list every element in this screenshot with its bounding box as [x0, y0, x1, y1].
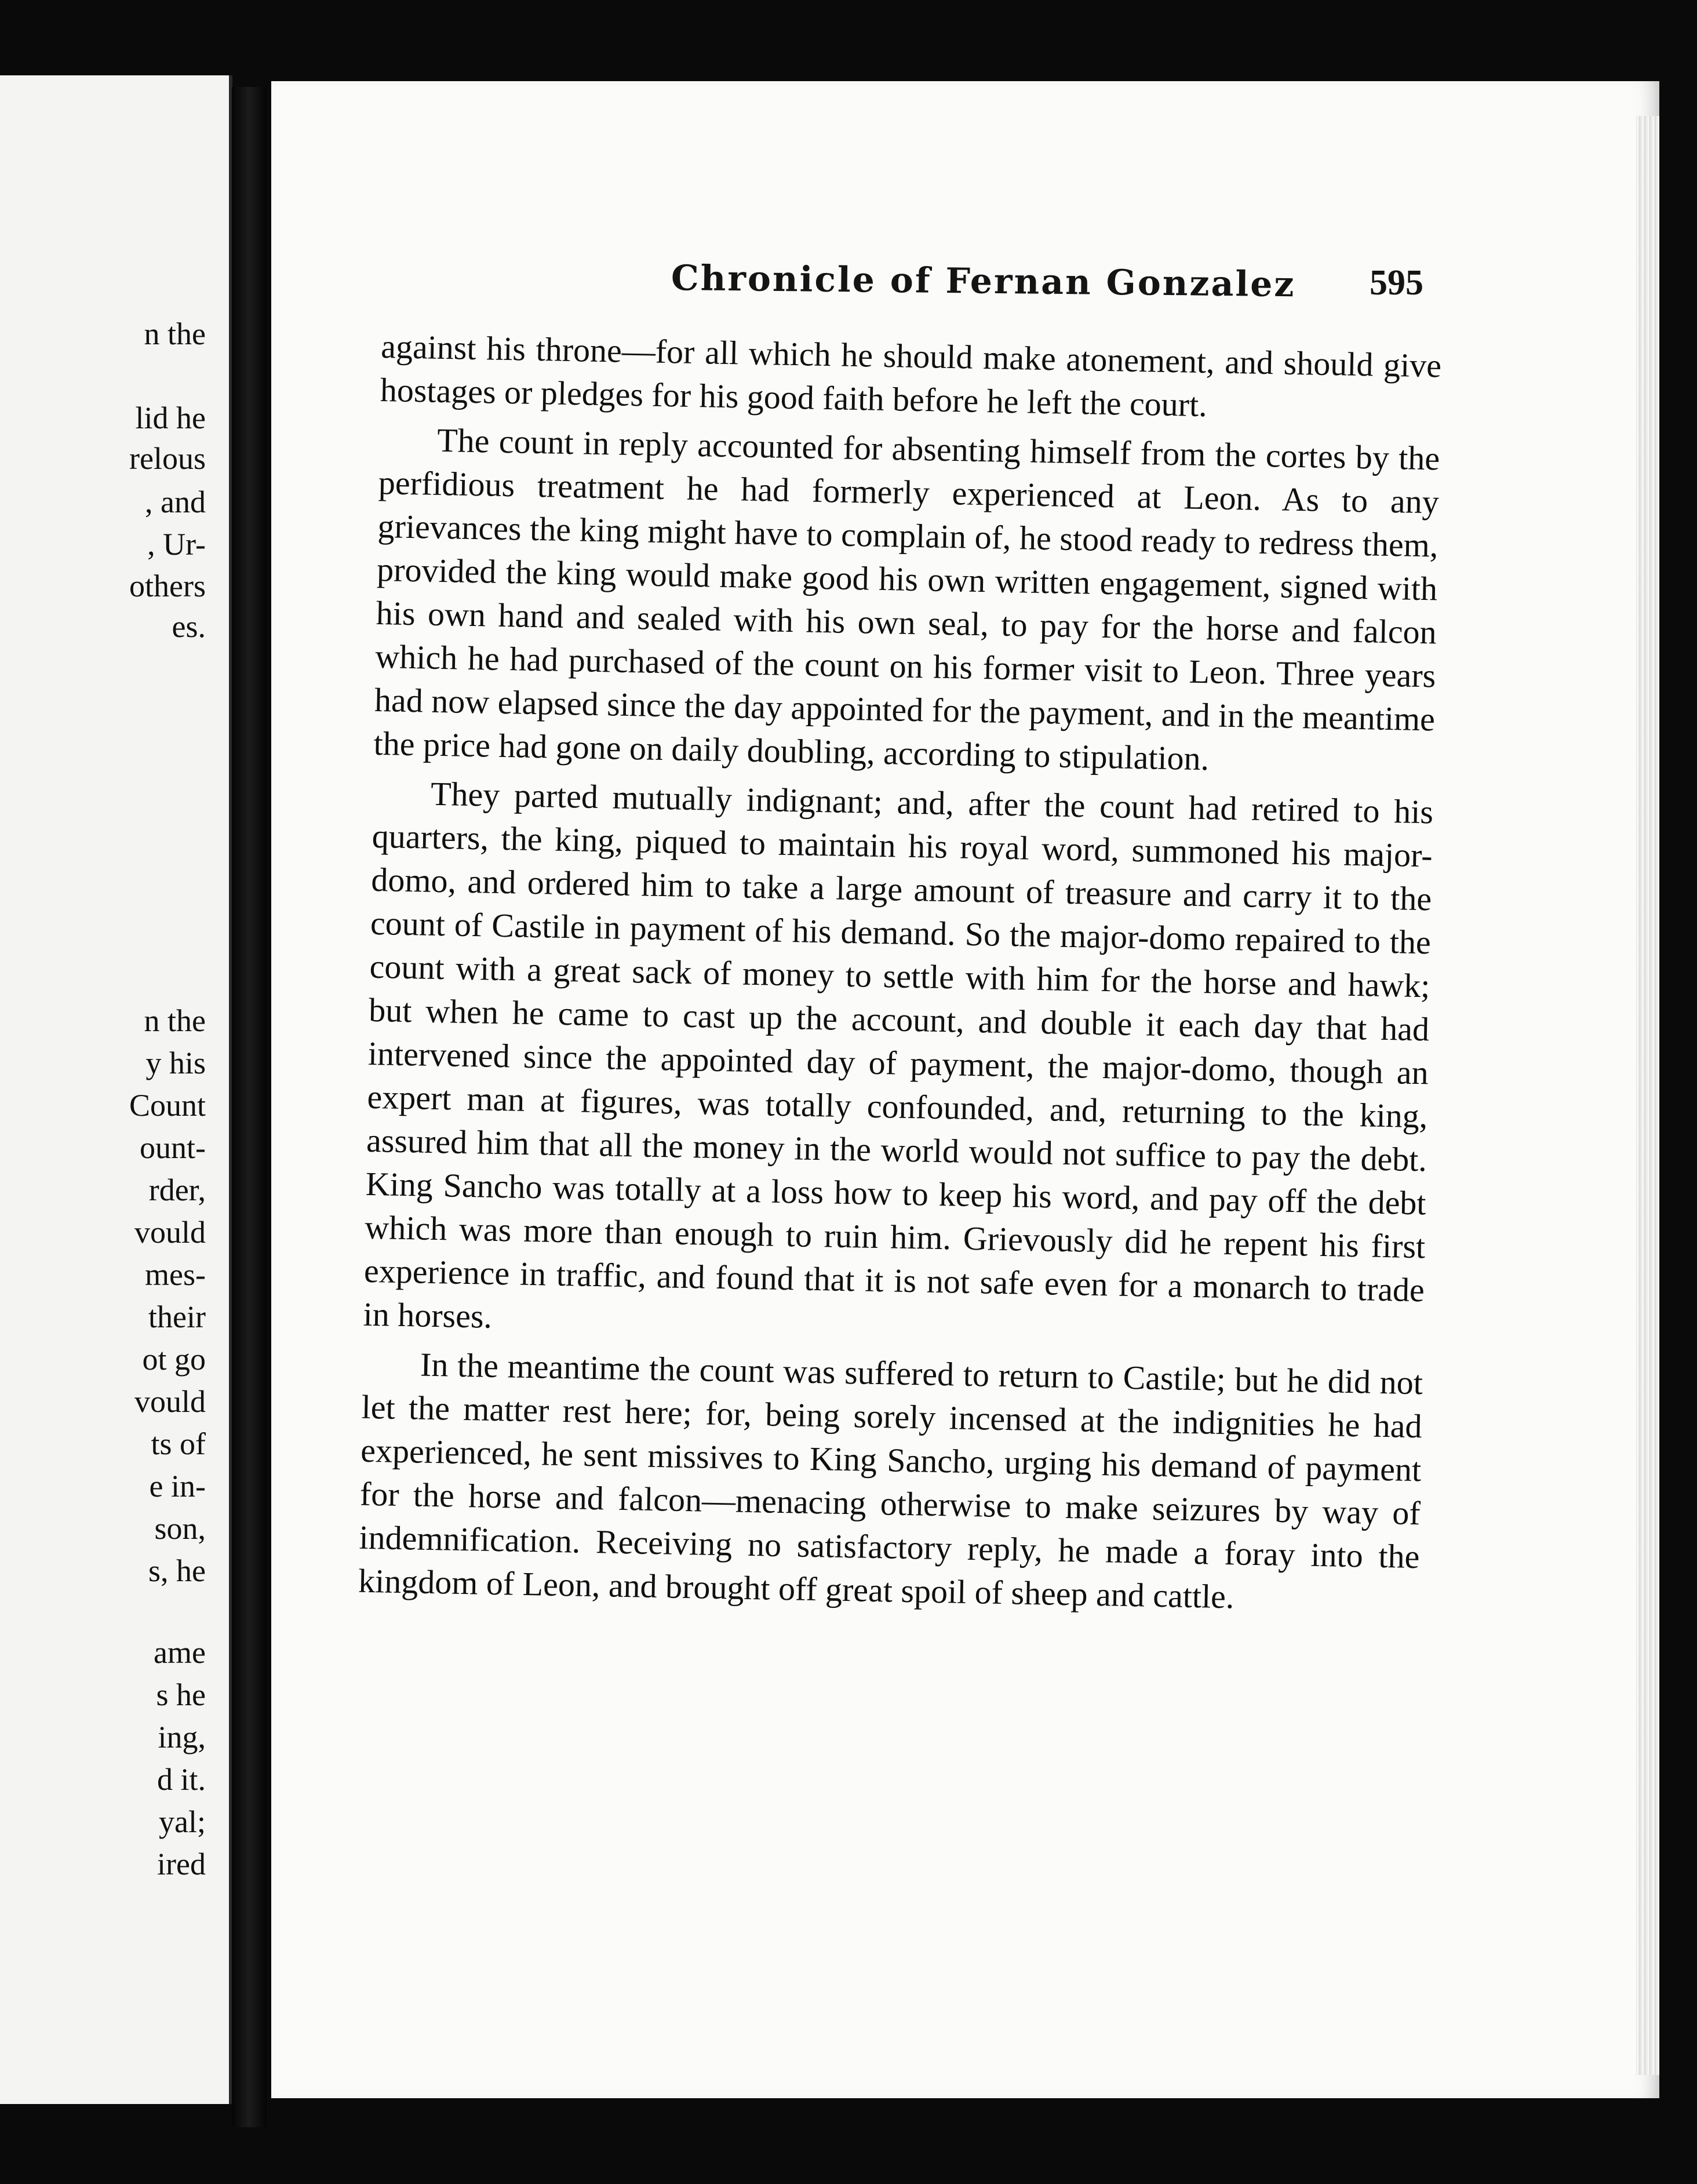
left-line: ts of [151, 1426, 206, 1461]
left-line: s he [156, 1677, 206, 1712]
paragraph: against his throne—for all which he should make atonement, and should give hostages or pledges for his good faith before he left the court. [380, 327, 1442, 424]
left-line: mes- [145, 1257, 206, 1292]
page-number: 595 [1370, 263, 1423, 303]
paragraph: They parted mutually indignant; and, after the count had retired to his quarters, the king, piqued to maintain his royal word, summoned his major-domo, and ordered him to take a large amount of treasure and carry it to the count of Castile in payment of his demand. So the major-domo repaired to the count with a great sack of money to settle with him for the horse and hawk; but when he came to cast up the account, and double it each day that had intervened since the appointed day of payment, the major-domo, though an expert man at figures, was totally confounded, and, returning to the king, assured him that all the money in the world would not suffice to pay the debt. King Sancho was totally at a loss how to keep his word, and pay off the debt which was more than enough to ruin him. Grievously did he repent his first experience in traffic, and found that it is not safe even for a monarch to trade in horses. [363, 774, 1434, 1335]
left-line: ing, [158, 1720, 206, 1755]
left-line: e in- [149, 1469, 206, 1504]
left-line: rder, [148, 1173, 206, 1207]
left-line: yal; [159, 1804, 206, 1839]
left-line: lid he [135, 401, 206, 435]
right-page [271, 81, 1659, 2098]
left-line: , Ur- [147, 527, 206, 562]
left-line: s, he [148, 1553, 206, 1588]
running-head [271, 258, 1500, 310]
left-line: Count [129, 1088, 206, 1123]
left-page-fragment [0, 75, 232, 2104]
left-line: y his [145, 1046, 206, 1080]
left-line: ount- [140, 1130, 206, 1165]
running-title: Chronicle of Fernan Gonzalez [671, 258, 1296, 305]
left-line: n the [144, 1003, 206, 1038]
left-line: es. [172, 609, 206, 644]
body-text [358, 325, 1441, 1628]
left-line: d it. [156, 1762, 206, 1797]
book-gutter [232, 87, 267, 2127]
left-line: ame [154, 1635, 206, 1670]
left-line: ot go [142, 1342, 206, 1377]
page-edge [1636, 116, 1659, 2075]
left-line: relous [129, 441, 206, 476]
left-line: others [129, 569, 206, 603]
left-line: vould [134, 1384, 206, 1419]
left-line: , and [145, 485, 206, 519]
left-line: son, [154, 1511, 206, 1546]
left-line: ired [157, 1847, 206, 1881]
left-line: vould [134, 1215, 206, 1250]
left-line: n the [144, 316, 206, 351]
left-line: their [148, 1300, 206, 1334]
paragraph: The count in reply accounted for absenting himself from the cortes by the perfidious treatment he had formerly experienced at Leon. As to any grievances the king might have to complain of, he stood ready to redress them, provided the king would make good his own written engagement, signed with his own hand and sealed with his own seal, to pay for the horse and falcon which he had purchased of the count on his former visit to Leon. Three years had now elapsed since the day appointed for the payment, and in the meantime the price had gone on daily doubling, according to stipulation. [373, 421, 1440, 778]
paragraph: In the meantime the count was suffered to return to Castile; but he did not let the matter rest here; for, being sorely incensed at the indignities he had experienced, he sent missives to King Sancho, urging his demand of payment for the horse and falcon—menacing otherwise to make seizures by way of indemnification. Receiving no satisfactory reply, he made a foray into the kingdom of Leon, and brought off great spoil of sheep and cattle. [358, 1345, 1423, 1616]
